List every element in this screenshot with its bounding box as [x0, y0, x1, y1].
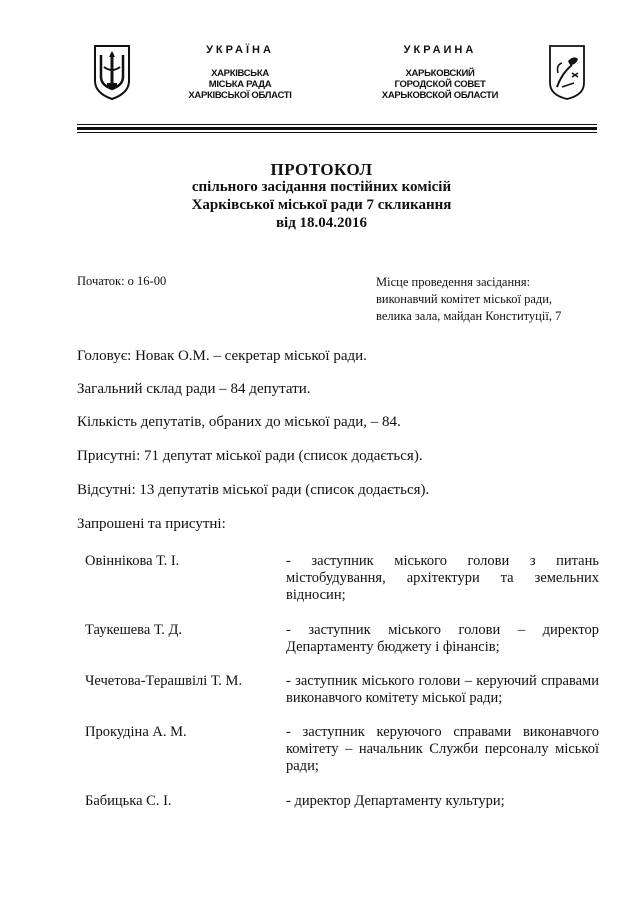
invited-name: Овіннікова Т. І.: [85, 553, 180, 569]
header-left-org-line: МІСЬКА РАДА: [208, 79, 272, 90]
elected-deputies-line: Кількість депутатів, обраних до міської ради, – 84.: [77, 414, 401, 430]
invited-role: - директор Департаменту культури;: [286, 793, 505, 809]
invited-role: - заступник керуючого справами виконавчого комітету – начальник Служби персоналу міської ради;: [286, 724, 599, 774]
invited-heading: Запрошені та присутні:: [77, 516, 226, 532]
header-divider-thin-2: [77, 132, 597, 133]
document-subtitle-line: Харківської міської ради 7 скликання: [191, 197, 452, 213]
invited-role: - заступник міського голови – директор Департаменту бюджету і фінансів;: [286, 622, 599, 655]
invited-name: Чечетова-Терашвілі Т. М.: [85, 673, 243, 689]
invited-name: Прокудіна А. М.: [85, 724, 187, 740]
trident-emblem-icon: [92, 43, 132, 101]
header-left-org-line: ХАРКІВСЬКА: [211, 68, 269, 79]
invited-role: - заступник міського голови – керуючий справами виконавчого комітету міської ради;: [286, 673, 599, 706]
document-subtitle-line: спільного засідання постійних комісій: [191, 179, 452, 195]
meeting-place-line: велика зала, майдан Конституції, 7: [376, 309, 562, 323]
invited-name: Таукешева Т. Д.: [85, 622, 183, 638]
header-divider-thin: [77, 124, 597, 125]
header-right-org-line: ХАРЬКОВСКИЙ: [405, 68, 475, 79]
header-divider-thick: [77, 127, 597, 130]
document-title: ПРОТОКОЛ: [270, 160, 373, 179]
header-right-org: [355, 68, 525, 101]
present-line: Присутні: 71 депутат міської ради (список додається).: [77, 448, 423, 464]
document-date: від 18.04.2016: [275, 215, 368, 231]
header-left-org-line: ХАРКІВСЬКОЇ ОБЛАСТІ: [188, 90, 292, 101]
header-left-country: УКРАЇНА: [206, 44, 274, 56]
meeting-place-line: Місце проведення засідання:: [376, 275, 531, 289]
total-council-line: Загальний склад ради – 84 депутати.: [77, 381, 311, 397]
meeting-start-time: Початок: о 16-00: [77, 274, 167, 288]
header-left-org: [160, 68, 320, 101]
header-right-country: УКРАИНА: [403, 44, 477, 56]
meeting-place-line: виконавчий комітет міської ради,: [376, 292, 553, 306]
invited-role: - заступник міського голови з питань містобудування, архітектури та земельних відносин;: [286, 553, 599, 603]
chairperson-line: Головує: Новак О.М. – секретар міської ради.: [77, 348, 367, 364]
header-right-org-line: ХАРЬКОВСКОЙ ОБЛАСТИ: [381, 90, 499, 101]
city-coat-of-arms-icon: [548, 43, 586, 101]
meeting-place: [376, 274, 561, 325]
absent-line: Відсутні: 13 депутатів міської ради (список додається).: [77, 482, 430, 498]
invited-name: Бабицька С. І.: [85, 793, 172, 809]
header-right-org-line: ГОРОДСКОЙ СОВЕТ: [394, 79, 486, 90]
